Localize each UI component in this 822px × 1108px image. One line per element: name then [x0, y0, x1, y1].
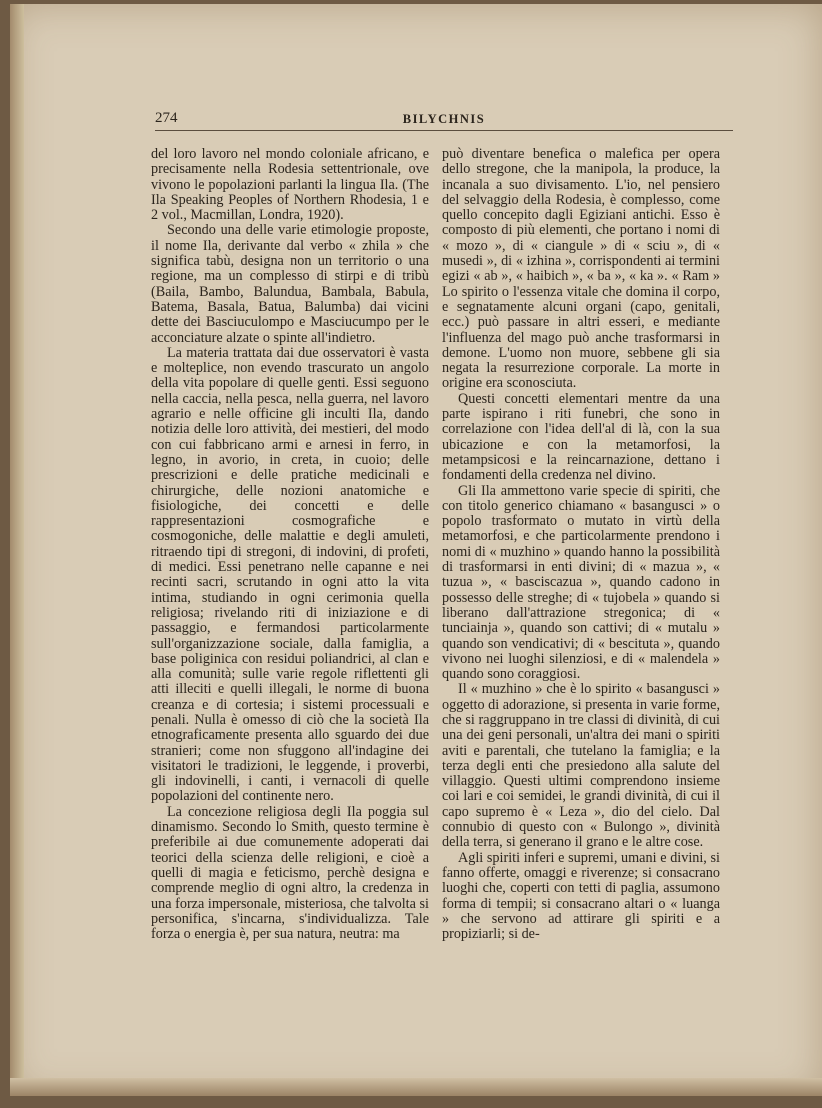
page-header — [155, 108, 733, 131]
paragraph: del loro lavoro nel mondo coloniale africano, e precisamente nella Rodesia settentrionale, ove vivono le popolazioni parlanti la lingua Ila. (The Ila Speaking Peoples of Northern Rhodesia, 1 e 2 vol., Macmillan, Londra, 1920). — [151, 146, 429, 224]
paragraph: Questi concetti elementari mentre da una parte ispirano i riti funebri, che sono in correlazione con l'idea dell'al di là, con la sua ubicazione e con la metamorfosi, la metampsicosi e la reincarnazione, dettano i fondamenti della credenza nel divino. — [442, 390, 720, 484]
left-column — [151, 147, 429, 942]
right-column — [442, 147, 720, 942]
paragraph: La materia trattata dai due osservatori è vasta e molteplice, non evendo trascurato un angolo della vita popolare di quelle genti. Essi seguono nella caccia, nella pesca, nella guerra, nel lavoro agrario e nelle officine gli inculti Ila, dando notizia delle loro attività, dei mestieri, del modo con cui fabbricano armi e arnesi in ferro, in legno, in avorio, in creta, in cuoio; delle prescrizioni e delle pratiche medicinali e chirurgiche, delle nozioni anatomiche e fisiologiche, dei concetti e delle rappresentazioni cosmografiche e cosmogoniche, delle malattie e degli amuleti, ritraendo tipi di stregoni, di indovini, di profeti, di medici. Essi penetrano nelle capanne e nei recinti sacri, scrutando in ogni atto la vita intima, studiando in ogni cerimonia quella religiosa; rivelando riti di iniziazione e di passaggio, e fermandosi particolarmente sull'organizzazione sociale, dalla famiglia, a base poliginica con residui poliandrici, al clan e alla comunità; sulle varie regole riflettenti gli atti illeciti e quelli illegali, le norme di buona creanza e di cortesia; i sistemi processuali e penali. Nulla è omesso di ciò che la società Ila etnograficamente presenta allo sguardo dei due stranieri; come non sfuggono all'indagine dei visitatori le tradizioni, le leggende, i proverbi, gli indovinelli, i canti, i vernacoli di quelle popolazioni del continente nero. — [151, 344, 429, 805]
running-head: BILYCHNIS — [402, 112, 486, 126]
paragraph: può diventare benefica o malefica per opera dello stregone, che la manipola, la produce, la incanala a suo divisamento. L'io, nel pensiero del selvaggio della Rodesia, è complesso, come quello concepito dagli Egiziani antichi. Esso è composto di più elementi, che portano i nomi di « mozo », di « ciangule » di « sciu », di « musedi », di « izhina », corrispondenti ai termini egizi « ab », « haibich », « ba », « ka ». « Ram » Lo spirito o l'essenza vitale che domina il corpo, e segnatamente alcuni organi (capo, genitali, ecc.) può passare in altri esseri, e mediante l'influenza del mago può anche trasformarsi in demone. L'uomo non muore, sebbene gli sia negata la resurrezione corporale. La morte in origine era sconosciuta. — [442, 146, 720, 392]
paragraph: La concezione religiosa degli Ila poggia sul dinamismo. Secondo lo Smith, questo termine è preferibile ai due comunemente adoperati dai teorici della scienza delle religioni, e cioè a quelli di magia e feticismo, perchè designa e comprende meglio di ogni altro, la credenza in una forza impersonale, misteriosa, che talvolta si personifica, s'incarna, s'individualizza. Tale forza o energia è, per sua natura, neutra: ma — [151, 803, 429, 943]
page-bottom-edge — [10, 1078, 822, 1096]
paragraph: Agli spiriti inferi e supremi, umani e divini, si fanno offerte, omaggi e riverenze; si consacrano luoghi che, coperti con tetti di paglia, assumono forma di tempii; si consacrano altari o « luanga » che servono ad attirare gli spiriti e a propiziarli; si de- — [442, 849, 720, 943]
page-number: 274 — [155, 110, 178, 126]
paragraph: Il « muzhino » che è lo spirito « basangusci » oggetto di adorazione, si presenta in varie forme, che si raggruppano in tre classi di divinità, di cui una dei geni personali, un'altra dei mani o spiriti aviti e parentali, che tutelano la famiglia; e la terza degli enti che presiedono alla salute del villaggio. Questi ultimi comprendono insieme coi lari e coi semidei, le grandi divinità, di cui il capo supremo è « Leza », dio del cielo. Dal connubio di questo con « Bulongo », divinità della terra, si generano il grano e le altre cose. — [442, 681, 720, 851]
paragraph: Secondo una delle varie etimologie proposte, il nome Ila, derivante dal verbo « zhila » che significa tabù, designa non un territorio o una regione, ma un complesso di stirpi e di tribù (Baila, Bambo, Balundua, Bambala, Babula, Batema, Basala, Batua, Balumba) dai vicini dette dei Basciuculompo e Masciucumpo per le acconciature alzate o spinte all'indietro. — [151, 222, 429, 346]
page-binding-edge — [10, 4, 24, 1096]
paragraph: Gli Ila ammettono varie specie di spiriti, che con titolo generico chiamano « basangusci » o popolo trasformato o mutato in virtù della metamorfosi, e che particolarmente prendono i nomi di « muzhino » quando hanno la possibilità di trasformarsi in enti divini; di « mazua », « tuzua », « basciscazua », quando cadono in possesso delle streghe; di « tujobela » quando si liberano dall'attrazione stregonica; di « tunciainja », quando son cattivi; di « mutalu » quando son vendicativi; di « bescituta », quando vivono nei luoghi silenziosi, e di « malendela » quando sono coraggiosi. — [442, 482, 720, 683]
